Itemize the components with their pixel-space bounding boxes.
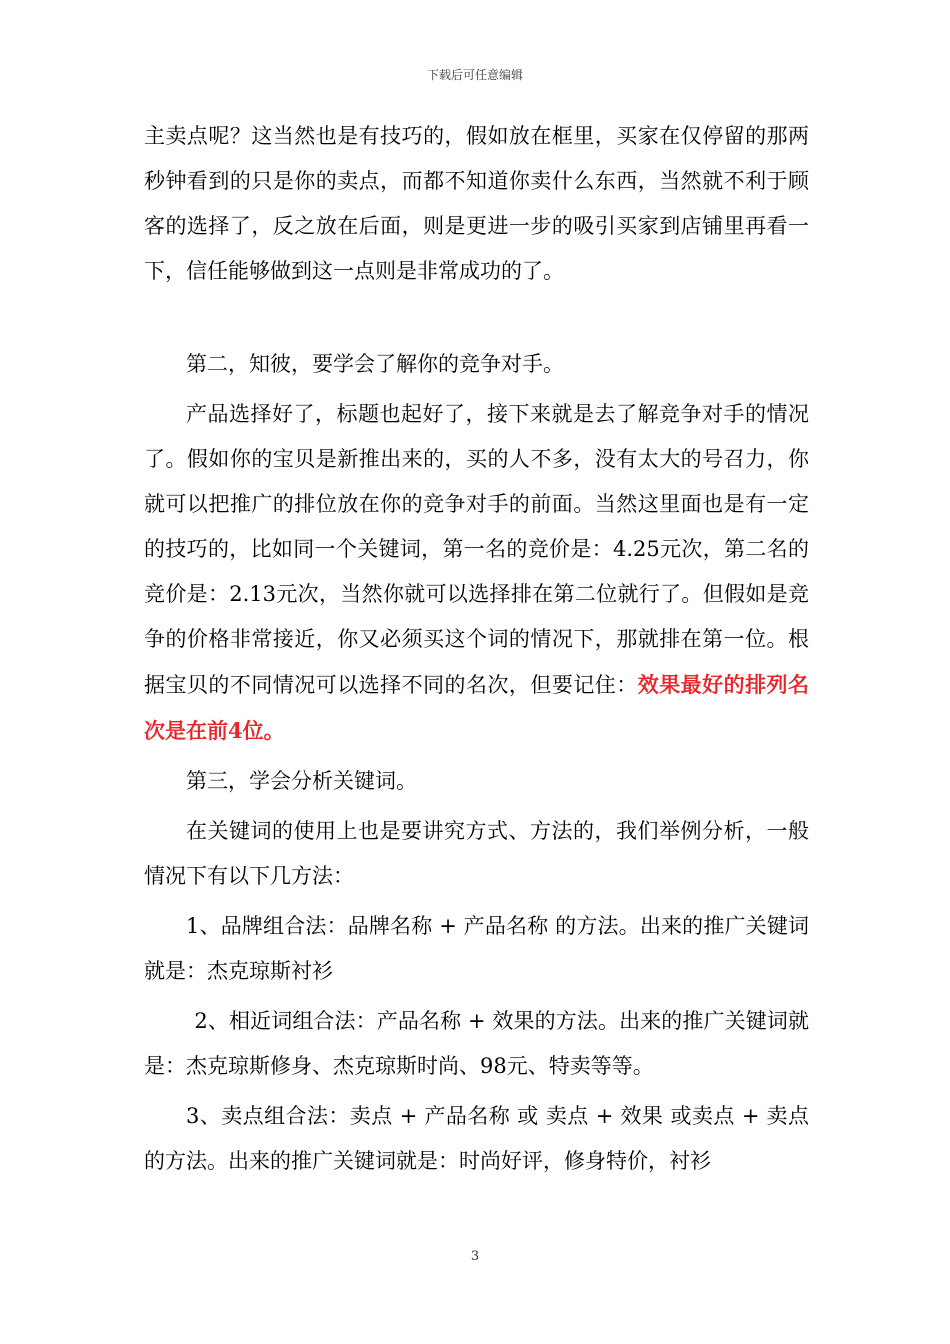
document-body [144, 114, 809, 1184]
paragraph-selling-point: 主卖点呢？这当然也是有技巧的，假如放在框里，买家在仅停留的那两秒钟看到的只是你的卖点，而都不知道你卖什么东西，当然就不利于顾客的选择了，反之放在后面，则是更进一步的吸引买家到店铺里再看一下，信任能够做到这一点则是非常成功的了。 [144, 124, 809, 283]
page-number: 3 [470, 1249, 480, 1264]
list-item-brand-combination: 1、品牌组合法：品牌名称 + 产品名称 的方法。出来的推广关键词就是：杰克琼斯衬衫 [144, 914, 809, 983]
paragraph-keyword-methods-intro: 在关键词的使用上也是要讲究方式、方法的，我们举例分析，一般情况下有以下几方法： [144, 819, 809, 888]
competitor-ranking-text: 产品选择好了，标题也起好了，接下来就是去了解竞争对手的情况了。假如你的宝贝是新推出来的，买的人不多，没有太大的号召力，你就可以把推广的排位放在你的竞争对手的前面。当然这里面也是有一定的技巧的，比如同一个关键词，第一名的竞价是：4.25元次，第二名的竞价是：2.13元次，当然你就可以选择排在第二位就行了。但假如是竞争的价格非常接近，你又必须买这个词的情况下，那就排在第一位。根据宝贝的不同情况可以选择不同的名次，但要记住： [144, 402, 809, 697]
list-item-selling-point-combination: 3、卖点组合法：卖点 + 产品名称 或 卖点 + 效果 或卖点 + 卖点的方法。出来的推广关键词就是：时尚好评，修身特价，衬衫 [144, 1104, 809, 1173]
highlighted-tip: 效果最好的排列名次是在前4位。 [144, 672, 810, 743]
paragraph-competitor-ranking [144, 392, 809, 754]
heading-know-competitor: 第二，知彼，要学会了解你的竞争对手。 [186, 352, 564, 376]
page-header-note: 下载后可任意编辑 [426, 68, 523, 82]
list-item-similar-word-combination: 2、相近词组合法：产品名称 + 效果的方法。出来的推广关键词就是：杰克琼斯修身、杰克琼斯时尚、98元、特卖等等。 [144, 1009, 809, 1078]
heading-analyze-keywords: 第三，学会分析关键词。 [186, 769, 417, 793]
